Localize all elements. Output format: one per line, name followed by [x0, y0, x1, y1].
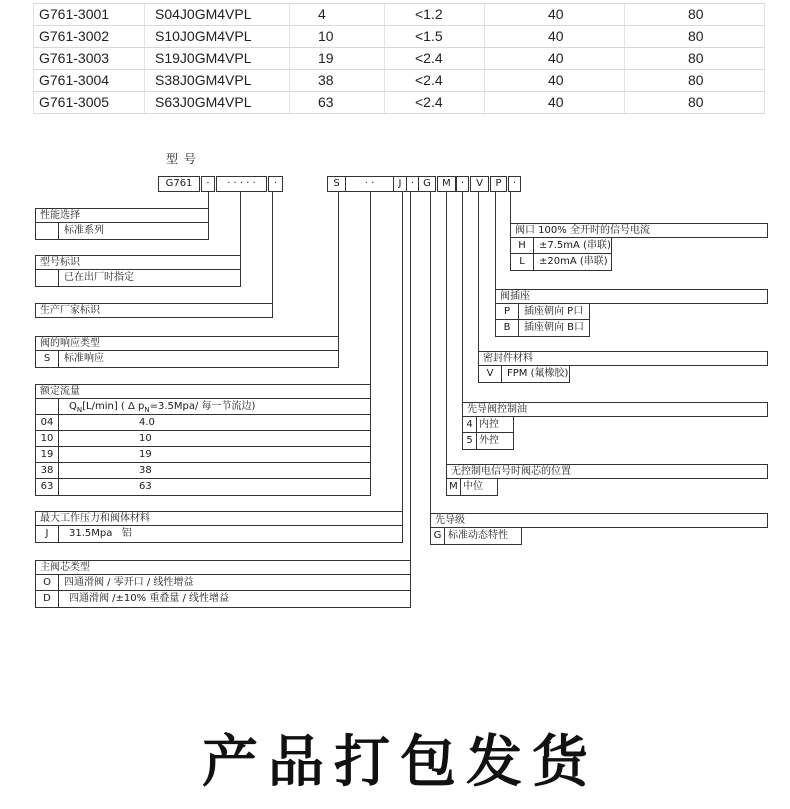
option-row — [511, 254, 611, 270]
model-code-cell: · — [268, 176, 283, 192]
option-code: 5 — [463, 433, 477, 449]
value-cell: 40 — [485, 48, 625, 69]
part-number-cell: G761-3003 — [33, 48, 145, 69]
model-code-cell: M — [437, 176, 456, 192]
option-text: 31.5Mpa 铝 — [69, 528, 132, 539]
leakage-cell: <2.4 — [385, 70, 485, 91]
option-code: 4 — [463, 417, 477, 432]
option-row — [36, 447, 370, 463]
leakage-cell: <2.4 — [385, 92, 485, 113]
model-code-cell: · · — [345, 176, 394, 192]
option-code — [36, 399, 59, 414]
option-pilot-stage — [430, 513, 768, 545]
option-code: B — [496, 320, 519, 336]
option-row — [431, 528, 521, 544]
option-table — [495, 304, 590, 337]
option-title: 阀口 100% 全开时的信号电流 — [510, 223, 768, 238]
option-row — [463, 433, 513, 449]
model-code-cell: · — [406, 176, 419, 192]
option-title: 先导级 — [430, 513, 768, 528]
option-text: ±20mA (串联) — [539, 256, 608, 267]
value-cell: 80 — [625, 48, 765, 69]
flow-cell: 19 — [290, 48, 385, 69]
option-text: ±7.5mA (串联) — [539, 240, 611, 251]
option-code: 63 — [36, 479, 59, 495]
value-cell: 40 — [485, 4, 625, 25]
option-code: J — [36, 526, 59, 542]
option-code: 10 — [36, 431, 59, 446]
model-code-cell: · · · · · — [216, 176, 267, 192]
option-title: 性能选择 — [35, 208, 209, 223]
option-row — [36, 223, 208, 239]
option-row — [36, 526, 402, 542]
option-table — [35, 399, 371, 496]
table-row — [33, 70, 765, 92]
option-text: 已在出厂时指定 — [64, 272, 134, 283]
option-code: 19 — [36, 447, 59, 462]
option-row — [36, 479, 370, 495]
option-table — [35, 223, 209, 240]
option-row — [447, 479, 497, 495]
option-table — [446, 479, 498, 496]
table-row — [33, 4, 765, 26]
value-cell: 80 — [625, 92, 765, 113]
option-row — [36, 431, 370, 447]
model-code-series-cell: G761 — [158, 176, 200, 192]
option-text: 插座朝向 P口 — [524, 306, 584, 317]
model-code-cell: · — [508, 176, 521, 192]
value-cell: 40 — [485, 26, 625, 47]
option-row — [463, 417, 513, 433]
spec-table — [33, 3, 765, 114]
option-row — [36, 575, 410, 591]
option-text: 标准动态特性 — [448, 530, 508, 541]
option-row — [511, 238, 611, 254]
option-table — [510, 238, 612, 271]
model-code-cell: S19J0GM4VPL — [145, 48, 290, 69]
option-text: 四通滑阀 /±10% 重叠量 / 线性增益 — [69, 593, 230, 604]
option-code: D — [36, 591, 59, 607]
option-code: O — [36, 575, 59, 590]
leakage-cell: <1.5 — [385, 26, 485, 47]
option-row — [36, 591, 410, 607]
model-code-cell: S04J0GM4VPL — [145, 4, 290, 25]
option-model-id — [35, 255, 241, 287]
option-row — [36, 415, 370, 431]
option-text: 63 — [139, 481, 152, 492]
option-table — [35, 351, 339, 368]
option-performance — [35, 208, 209, 240]
model-code-title: 型 号 — [166, 152, 197, 166]
option-text: 内控 — [479, 419, 499, 430]
option-spool-type — [35, 560, 411, 608]
option-table — [35, 270, 241, 287]
flow-subheader — [36, 399, 370, 415]
option-text: 四通滑阀 / 零开口 / 线性增益 — [64, 577, 194, 588]
option-title: 额定流量 — [35, 384, 371, 399]
model-code-cell: P — [490, 176, 507, 192]
part-number-cell: G761-3005 — [33, 92, 145, 113]
option-text: 4.0 — [139, 417, 155, 428]
option-code: H — [511, 238, 534, 253]
option-title: 最大工作压力和阀体材料 — [35, 511, 403, 526]
model-code-cell: S10J0GM4VPL — [145, 26, 290, 47]
option-response-type — [35, 336, 339, 368]
option-rated-flow — [35, 384, 371, 496]
option-row — [36, 351, 338, 367]
option-text: 中位 — [463, 481, 483, 492]
option-title: 阀的响应类型 — [35, 336, 339, 351]
model-code-cell: · — [201, 176, 215, 192]
flow-cell: 63 — [290, 92, 385, 113]
option-title: 阀插座 — [495, 289, 768, 304]
option-row — [496, 320, 589, 336]
table-row — [33, 26, 765, 48]
table-row — [33, 92, 765, 114]
option-table — [478, 366, 570, 383]
value-cell: 40 — [485, 70, 625, 91]
option-code: G — [431, 528, 445, 544]
option-text: 插座朝向 B口 — [524, 322, 585, 333]
part-number-cell: G761-3001 — [33, 4, 145, 25]
option-text: FPM (氟橡胶) — [507, 368, 569, 379]
model-code-cell: G — [418, 176, 436, 192]
option-code: P — [496, 304, 519, 319]
part-number-cell: G761-3002 — [33, 26, 145, 47]
model-code-cell: S63J0GM4VPL — [145, 92, 290, 113]
option-row — [36, 463, 370, 479]
model-code-cell: S — [327, 176, 346, 192]
flow-cell: 10 — [290, 26, 385, 47]
leakage-cell: <2.4 — [385, 48, 485, 69]
option-connector-orientation — [495, 289, 768, 337]
option-text: 标准响应 — [64, 353, 104, 364]
option-seal-material — [478, 351, 768, 383]
part-number-cell: G761-3004 — [33, 70, 145, 91]
value-cell: 40 — [485, 92, 625, 113]
option-table — [35, 575, 411, 608]
option-code — [36, 270, 59, 286]
value-cell: 80 — [625, 26, 765, 47]
leakage-cell: <1.2 — [385, 4, 485, 25]
option-title: 主阀芯类型 — [35, 560, 411, 575]
flow-cell: 38 — [290, 70, 385, 91]
option-title: 无控制电信号时阀芯的位置 — [446, 464, 768, 479]
model-code-cell: V — [470, 176, 489, 192]
option-table — [462, 417, 514, 450]
option-code: 38 — [36, 463, 59, 478]
option-pressure-material — [35, 511, 403, 543]
option-code — [36, 223, 59, 239]
option-code: L — [511, 254, 534, 270]
option-code: V — [479, 366, 502, 382]
flow-subheader-text: $Q_N[L/\min]$ ( Δ $p_N=3.5Mpa/$ 每一节流边) — [69, 401, 256, 414]
option-row — [479, 366, 569, 382]
option-text: 外控 — [479, 435, 499, 446]
option-text: 标准系列 — [64, 225, 104, 236]
option-null-position — [446, 464, 768, 496]
value-cell: 80 — [625, 4, 765, 25]
flow-cell: 4 — [290, 4, 385, 25]
option-signal-current — [510, 223, 768, 271]
model-code-cell: · — [456, 176, 469, 192]
option-title: 型号标识 — [35, 255, 241, 270]
option-title: 先导阀控制油 — [462, 402, 768, 417]
model-code-cell: S38J0GM4VPL — [145, 70, 290, 91]
model-code-cell: J — [393, 176, 407, 192]
value-cell: 80 — [625, 70, 765, 91]
option-code: M — [447, 479, 461, 495]
table-row — [33, 48, 765, 70]
option-text: 38 — [139, 465, 152, 476]
option-code: 04 — [36, 415, 59, 430]
packaging-shipping-title: 产品打包发货 — [202, 730, 598, 795]
option-text: 10 — [139, 433, 152, 444]
option-title: 生产厂家标识 — [35, 303, 273, 318]
option-title: 密封件材料 — [478, 351, 768, 366]
option-table — [430, 528, 522, 545]
option-row — [496, 304, 589, 320]
option-manufacturer — [35, 303, 273, 318]
option-pilot-oil — [462, 402, 768, 450]
option-code: S — [36, 351, 59, 367]
option-table — [35, 526, 403, 543]
option-text: 19 — [139, 449, 152, 460]
option-row — [36, 270, 240, 286]
